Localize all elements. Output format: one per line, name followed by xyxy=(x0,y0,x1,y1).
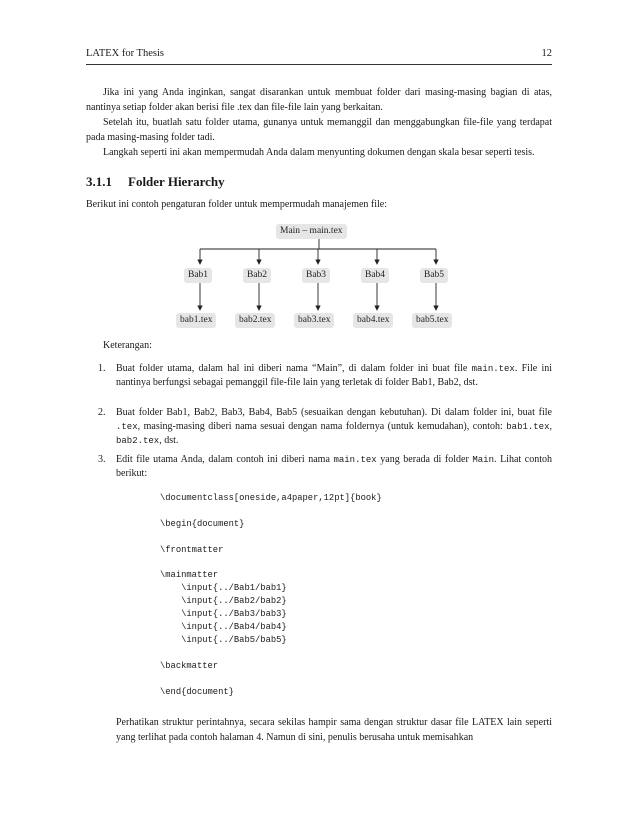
root-node: Main – main.tex xyxy=(276,224,347,239)
folder-node-bab3: Bab3 xyxy=(302,268,330,283)
list-item xyxy=(98,453,552,481)
code-line: \input{../Bab2/bab2} xyxy=(160,596,287,606)
folder-node-bab1: Bab1 xyxy=(184,268,212,283)
inline-code: bab1.tex xyxy=(506,422,550,432)
inline-code: .tex xyxy=(116,422,138,432)
section-title: Folder Hierarchy xyxy=(128,174,225,189)
code-line: \input{../Bab4/bab4} xyxy=(160,622,287,632)
list-text: Buat folder Bab1, Bab2, Bab3, Bab4, Bab5 (sesuaikan dengan kebutuhan). Di dalam folder ini, buat file xyxy=(116,407,552,418)
code-line: \end{document} xyxy=(160,687,234,697)
code-line: \frontmatter xyxy=(160,545,224,555)
list-text: Buat folder utama, dalam hal ini diberi nama “Main”, di dalam folder ini buat file xyxy=(116,363,472,374)
list-number: 3. xyxy=(98,454,106,465)
list-text: , masing-masing diberi nama sesuai dengan nama foldernya (untuk kemudahan), contoh: xyxy=(137,421,507,432)
closing-paragraph: Perhatikan struktur perintahnya, secara sekilas hampir sama dengan struktur dasar file LATEX lain seperti yang terlihat pada contoh halaman 4. Namun di sini, penulis berusaha untuk memisahkan xyxy=(116,717,552,743)
list-item xyxy=(98,406,552,448)
folder-node-bab2: Bab2 xyxy=(243,268,271,283)
list-item xyxy=(98,362,552,390)
code-line: \mainmatter xyxy=(160,570,219,580)
code-line: \documentclass[oneside,a4paper,12pt]{book} xyxy=(160,493,382,503)
section-number: 3.1.1 xyxy=(86,174,112,189)
code-line: \backmatter xyxy=(160,661,219,671)
list-text: yang berada di folder xyxy=(376,454,473,465)
folder-node-bab4: Bab4 xyxy=(361,268,389,283)
section-heading xyxy=(86,174,225,190)
list-number: 2. xyxy=(98,407,106,418)
list-text: Edit file utama Anda, dalam contoh ini diberi nama xyxy=(116,454,334,465)
header-rule xyxy=(86,64,552,65)
inline-code: Main xyxy=(472,455,494,465)
file-node-bab1: bab1.tex xyxy=(176,313,216,328)
running-header xyxy=(86,48,552,62)
file-node-bab5: bab5.tex xyxy=(412,313,452,328)
folder-hierarchy-diagram xyxy=(86,218,552,336)
list-text: , xyxy=(549,421,552,432)
section-lead: Berikut ini contoh pengaturan folder untuk mempermudah manajemen file: xyxy=(86,199,388,210)
code-line: \input{../Bab5/bab5} xyxy=(160,635,287,645)
list-number: 1. xyxy=(98,363,106,374)
keterangan-label: Keterangan: xyxy=(103,340,152,351)
intro-paragraph-1: Jika ini yang Anda inginkan, sangat disarankan untuk membuat folder dari masing-masing bagian di atas, nantinya setiap folder akan berisi file .tex dan file-file lain yang berkaitan. xyxy=(86,87,552,113)
list-text: . File ini nantinya berfungsi sebagai pemanggil file-file lain yang terletak di folder Bab1, Bab2, dst. xyxy=(116,363,552,388)
inline-code: bab2.tex xyxy=(116,436,160,446)
inline-code: main.tex xyxy=(471,364,515,374)
code-line: \begin{document} xyxy=(160,519,245,529)
list-text: , dst. xyxy=(159,435,179,446)
code-line: \input{../Bab1/bab1} xyxy=(160,583,287,593)
file-node-bab4: bab4.tex xyxy=(353,313,393,328)
code-line: \input{../Bab3/bab3} xyxy=(160,609,287,619)
intro-paragraph-3: Langkah seperti ini akan mempermudah Anda dalam menyunting dokumen dengan skala besar seperti tesis. xyxy=(103,147,535,158)
inline-code: main.tex xyxy=(333,455,377,465)
list-text: . Lihat contoh berikut: xyxy=(116,454,552,479)
intro-paragraph-2: Setelah itu, buatlah satu folder utama, gunanya untuk memanggil dan menggabungkan file-file yang terdapat pada masing-masing folder tadi. xyxy=(86,117,552,143)
page-number: 12 xyxy=(541,48,552,59)
folder-node-bab5: Bab5 xyxy=(420,268,448,283)
file-node-bab2: bab2.tex xyxy=(235,313,275,328)
header-title: LATEX for Thesis xyxy=(86,48,164,59)
file-node-bab3: bab3.tex xyxy=(294,313,334,328)
